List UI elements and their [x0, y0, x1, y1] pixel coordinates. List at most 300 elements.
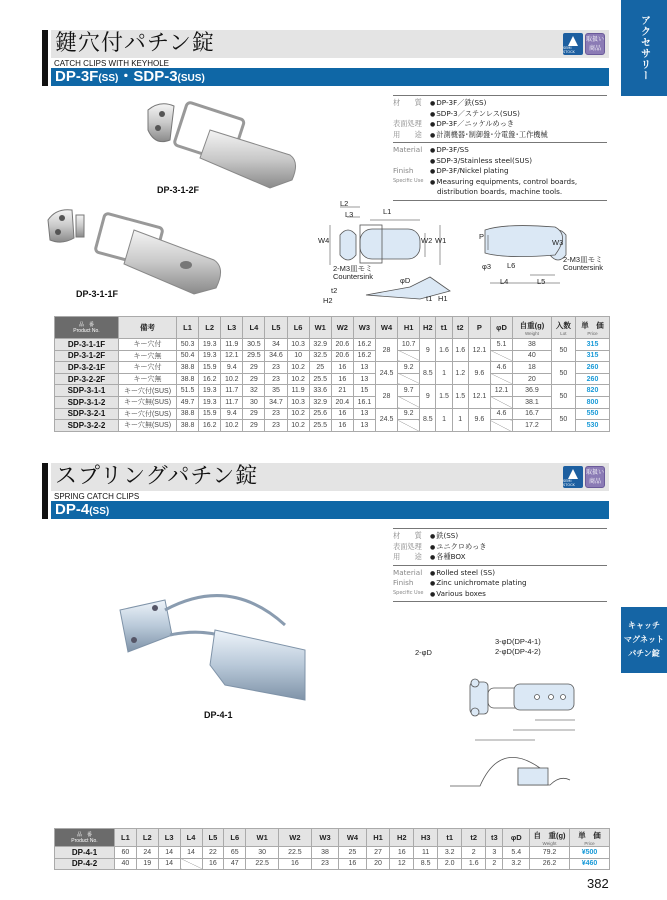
spec-box — [393, 528, 607, 602]
col-header-price — [576, 317, 610, 339]
model-main: SDP-3 — [133, 68, 178, 85]
cell: 10.2 — [287, 420, 309, 432]
dim-label: L4 — [500, 277, 509, 286]
cell: 11.7 — [221, 396, 243, 408]
col-header: H1 — [366, 829, 390, 847]
cell: 29 — [243, 420, 265, 432]
spec-value: ● 計測機器･制御盤･分電盤･工作機械 — [430, 130, 607, 141]
col-header-note: 備考 — [119, 317, 177, 339]
cell: 16 — [202, 858, 224, 870]
cell: 9.2 — [398, 408, 420, 420]
spec-row — [393, 542, 607, 553]
dim-label: φ3 — [482, 262, 492, 271]
col-header: L4 — [243, 317, 265, 339]
col-header: L1 — [177, 317, 199, 339]
table-header-row — [55, 317, 610, 339]
cell: 25 — [309, 362, 331, 374]
cell: 16.2 — [199, 373, 221, 385]
col-header-weight — [530, 829, 570, 847]
cell: 38.1 — [513, 396, 552, 408]
cell: 50.4 — [177, 350, 199, 362]
cell: 16 — [279, 858, 312, 870]
cell: 9.4 — [221, 408, 243, 420]
col-header: W4 — [375, 317, 397, 339]
col-header: L6 — [224, 829, 246, 847]
cell: 24.5 — [375, 408, 397, 431]
section-title-en: SPRING CATCH CLIPS — [54, 492, 140, 501]
col-header: L2 — [199, 317, 221, 339]
header-text: 単 価 — [581, 320, 604, 330]
spec-label: Specific Use — [393, 589, 424, 596]
cell: 1 — [436, 362, 452, 385]
cell: 23 — [265, 408, 287, 420]
spec-value: ● DP-3F/Nickel plating — [430, 166, 607, 177]
product-no: DP-3-1-1F — [55, 339, 119, 351]
spec-label — [393, 109, 430, 120]
empty-cell — [490, 350, 512, 362]
product-no: SDP-3-1-2 — [55, 396, 119, 408]
cell: 11.9 — [287, 385, 309, 397]
cell: 10.3 — [287, 339, 309, 351]
cell: 12.1 — [221, 350, 243, 362]
spec-label: Material — [393, 145, 423, 154]
dim-label: L2 — [340, 199, 349, 208]
col-header: W2 — [331, 317, 353, 339]
spec-row — [393, 568, 607, 579]
header-text: Product No. — [73, 328, 100, 334]
cell: 20 — [366, 858, 390, 870]
col-header: t3 — [486, 829, 503, 847]
header-text: 自 重(g) — [533, 830, 566, 840]
cell: 15.9 — [199, 408, 221, 420]
semi-stock-icon — [563, 466, 583, 488]
side-tab-line: マグネット — [624, 635, 664, 644]
price: 315 — [576, 350, 610, 362]
cell: 22.5 — [279, 847, 312, 859]
cell: 10.2 — [287, 408, 309, 420]
col-header: L6 — [287, 317, 309, 339]
side-tab-accessory[interactable]: アクセサリー — [621, 0, 667, 96]
cell: 34.7 — [265, 396, 287, 408]
holes-label: 2-φD(DP-4-2) — [495, 647, 541, 656]
cell: 1.5 — [436, 385, 452, 408]
model-main: DP-3F — [55, 68, 99, 85]
model-number-bar — [51, 68, 609, 86]
spec-row — [393, 531, 607, 542]
product-no: DP-4-2 — [55, 858, 115, 870]
cell: 23 — [265, 420, 287, 432]
product-photo-dp-3-1-1f — [44, 200, 234, 295]
cell: 22 — [202, 847, 224, 859]
table-row — [55, 858, 610, 870]
table-row — [55, 396, 610, 408]
note: キー穴付 — [119, 339, 177, 351]
spec-box — [393, 95, 607, 201]
cell: 16 — [331, 373, 353, 385]
cell: 1.6 — [462, 858, 486, 870]
cell: 17.2 — [513, 420, 552, 432]
spec-jp — [393, 528, 607, 565]
col-header: H2 — [420, 317, 436, 339]
badge-text: SEMI STOCK — [563, 46, 575, 54]
header-text: Weight — [524, 330, 539, 336]
cell: 10.3 — [287, 396, 309, 408]
note: キー穴付(SUS) — [119, 385, 177, 397]
photo-label: DP-3-1-2F — [157, 185, 200, 195]
spec-row — [393, 98, 607, 109]
spec-row — [393, 177, 607, 188]
cell: 9 — [420, 339, 436, 362]
col-header: t1 — [436, 317, 452, 339]
spec-row — [393, 578, 607, 589]
header-text: Product No. — [71, 838, 98, 844]
cell: 12.1 — [490, 385, 512, 397]
cell: 25.5 — [309, 373, 331, 385]
spec-row — [393, 145, 607, 156]
cell: 9.6 — [468, 362, 490, 385]
cell: 9.6 — [468, 408, 490, 431]
price: 820 — [576, 385, 610, 397]
cell: 9.2 — [398, 362, 420, 374]
cell: 14 — [180, 847, 202, 859]
cell: 16.2 — [353, 339, 375, 351]
side-tab-catch[interactable] — [621, 607, 667, 673]
dim-label: t1 — [426, 294, 433, 303]
dim-label: φD — [400, 276, 411, 285]
cell: 32 — [243, 385, 265, 397]
cell: 50 — [551, 339, 575, 362]
col-header: L3 — [221, 317, 243, 339]
section-title-jp: スプリングパチン錠 — [51, 463, 609, 491]
cell: 2 — [462, 847, 486, 859]
cell: 5.1 — [490, 339, 512, 351]
cell: 12 — [390, 858, 414, 870]
cell: 20.6 — [331, 339, 353, 351]
cell: 38 — [311, 847, 338, 859]
cell: 20 — [513, 373, 552, 385]
empty-cell — [490, 420, 512, 432]
col-header: L5 — [265, 317, 287, 339]
cell: 1 — [452, 408, 468, 431]
cell: 21 — [331, 385, 353, 397]
price: 550 — [576, 408, 610, 420]
semi-stock-icon — [563, 33, 583, 55]
col-header: H2 — [390, 829, 414, 847]
cell: 16 — [339, 858, 366, 870]
col-header: W1 — [309, 317, 331, 339]
cell: 26.2 — [530, 858, 570, 870]
col-header-lot — [551, 317, 575, 339]
spec-value: ● SDP-3/Stainless steel(SUS) — [430, 156, 607, 167]
header-text: 品 番 — [76, 832, 92, 838]
spec-label: Material — [393, 567, 423, 577]
cell: 20.6 — [331, 350, 353, 362]
cell: 40 — [115, 858, 137, 870]
table-header-row — [55, 829, 610, 847]
cell: 34.6 — [265, 350, 287, 362]
spec-row — [393, 156, 607, 167]
cell: 1.6 — [452, 339, 468, 362]
spec-en — [393, 142, 607, 201]
empty-cell — [490, 373, 512, 385]
dim-label: L1 — [383, 207, 392, 216]
dim-label: L3 — [345, 210, 354, 219]
page-number: 382 — [587, 876, 609, 891]
cell: 8.5 — [420, 408, 436, 431]
spec-label: 用 途 — [393, 129, 422, 139]
empty-cell — [398, 373, 420, 385]
cell: 27 — [366, 847, 390, 859]
cell: 9.4 — [221, 362, 243, 374]
spec-jp — [393, 95, 607, 142]
note: キー穴無(SUS) — [119, 420, 177, 432]
cell: 15 — [353, 385, 375, 397]
dim-label: H1 — [438, 294, 448, 303]
spec-label: Finish — [393, 166, 414, 175]
product-no: DP-3-1-2F — [55, 350, 119, 362]
cell: 10 — [287, 350, 309, 362]
cell: 1.6 — [436, 339, 452, 362]
cell: 3 — [486, 847, 503, 859]
spec-value: ● DP-3F／鉄(SS) — [430, 98, 607, 109]
price: 260 — [576, 362, 610, 374]
cell: 16.2 — [199, 420, 221, 432]
header-bar — [42, 30, 48, 86]
header-text: Weight — [542, 840, 557, 846]
cell: 25 — [339, 847, 366, 859]
cell: 30.5 — [243, 339, 265, 351]
spec-table-dp-3 — [54, 316, 610, 432]
spec-row — [393, 166, 607, 177]
cell: 33.6 — [309, 385, 331, 397]
empty-cell — [490, 396, 512, 408]
col-header: φD — [503, 829, 530, 847]
cell: 12.1 — [468, 339, 490, 362]
cell: 1.5 — [452, 385, 468, 408]
model-separator: ・ — [118, 68, 134, 85]
product-no: SDP-3-2-2 — [55, 420, 119, 432]
cell: 65 — [224, 847, 246, 859]
price: ¥460 — [570, 858, 610, 870]
cell: 16.1 — [353, 396, 375, 408]
cell: 29 — [243, 408, 265, 420]
handling-product-icon: 取扱い商品 — [585, 33, 605, 55]
dim-label: P — [479, 232, 485, 241]
cell: 25.6 — [309, 408, 331, 420]
cell: 16 — [331, 408, 353, 420]
header-text: Lot — [560, 330, 567, 336]
dim-label: W4 — [318, 236, 330, 245]
spec-value: ● Various boxes — [430, 589, 607, 600]
col-header-product-no — [55, 317, 119, 339]
cell: 30 — [246, 847, 279, 859]
cell: 38.8 — [177, 362, 199, 374]
table-row — [55, 847, 610, 859]
cell: 8.5 — [414, 858, 438, 870]
cell: 50 — [551, 408, 575, 431]
price: ¥500 — [570, 847, 610, 859]
holes-label: 3-φD(DP-4-1) — [495, 637, 541, 646]
cell: 3.2 — [503, 858, 530, 870]
product-no: DP-4-1 — [55, 847, 115, 859]
model-number-bar — [51, 501, 609, 519]
cell: 2 — [486, 858, 503, 870]
countersink-label: 2-M3皿モミ — [563, 255, 603, 264]
cell: 4.6 — [490, 408, 512, 420]
cell: 29.5 — [243, 350, 265, 362]
col-header: L2 — [136, 829, 158, 847]
header-bar — [42, 463, 48, 519]
cell: 50 — [551, 385, 575, 408]
spec-label: Specific Use — [393, 177, 424, 184]
col-header: L1 — [115, 829, 137, 847]
product-no: DP-3-2-2F — [55, 373, 119, 385]
col-header-product-no — [55, 829, 115, 847]
section-title-jp: 鍵穴付パチン錠 — [51, 30, 609, 58]
technical-drawing-dp-4 — [400, 640, 610, 800]
cell: 5.4 — [503, 847, 530, 859]
empty-cell — [398, 420, 420, 432]
col-header: W3 — [311, 829, 338, 847]
cell: 13 — [353, 362, 375, 374]
dim-label: W3 — [552, 238, 564, 247]
spec-label: 材 質 — [393, 98, 422, 107]
spec-value: ● 鉄(SS) — [430, 531, 607, 542]
table-row — [55, 362, 610, 374]
cell: 24 — [136, 847, 158, 859]
spec-en — [393, 565, 607, 603]
badges — [563, 33, 605, 55]
col-header: L5 — [202, 829, 224, 847]
cell: 32.9 — [309, 339, 331, 351]
cell: 29 — [243, 362, 265, 374]
cell: 11 — [414, 847, 438, 859]
spec-label: 表面処理 — [393, 541, 422, 551]
spec-value: ● 各種BOX — [430, 552, 607, 563]
section-title-en: CATCH CLIPS WITH KEYHOLE — [54, 59, 169, 68]
spec-label — [393, 156, 430, 167]
cell: 22.5 — [246, 858, 279, 870]
cell: 29 — [243, 373, 265, 385]
model-main: DP-4 — [55, 501, 90, 518]
note: キー穴付 — [119, 362, 177, 374]
table-row — [55, 350, 610, 362]
cell: 20.4 — [331, 396, 353, 408]
spec-value: ● Measuring equipments, control boards, — [430, 177, 607, 188]
header-text: 単 価 — [578, 830, 601, 840]
cell: 18 — [513, 362, 552, 374]
price: 530 — [576, 420, 610, 432]
header-text: Price — [584, 840, 595, 846]
spec-value: ● Zinc unichromate plating — [430, 578, 607, 589]
price: 260 — [576, 373, 610, 385]
side-tab-line: キャッチ — [628, 621, 660, 630]
cell: 9.7 — [398, 385, 420, 397]
cell: 28 — [375, 339, 397, 362]
spec-label: 表面処理 — [393, 119, 422, 128]
cell: 10.7 — [398, 339, 420, 351]
price: 315 — [576, 339, 610, 351]
spec-row — [393, 130, 607, 141]
handling-product-icon: 取扱い商品 — [585, 466, 605, 488]
cell: 30 — [243, 396, 265, 408]
dim-label: W1 — [435, 236, 447, 245]
spec-label: 材 質 — [393, 531, 422, 540]
photo-label: DP-4-1 — [204, 710, 233, 720]
note: キー穴無 — [119, 350, 177, 362]
cell: 10.2 — [287, 362, 309, 374]
cell: 16 — [331, 362, 353, 374]
photo-label: DP-3-1-1F — [76, 289, 119, 299]
spec-row — [393, 109, 607, 120]
cell: 19.3 — [199, 396, 221, 408]
product-no: SDP-3-1-1 — [55, 385, 119, 397]
cell: 8.5 — [420, 362, 436, 385]
cell: 12.1 — [468, 385, 490, 408]
cell: 15.9 — [199, 362, 221, 374]
cell: 13 — [353, 408, 375, 420]
cell: 19.3 — [199, 350, 221, 362]
cell: 10.2 — [287, 373, 309, 385]
col-header: t2 — [452, 317, 468, 339]
countersink-label: Countersink — [563, 263, 604, 272]
side-tab-line: パチン錠 — [628, 649, 660, 658]
spec-table-dp-4 — [54, 828, 610, 870]
cell: 23 — [265, 373, 287, 385]
cell: 23 — [265, 362, 287, 374]
model-material: (SUS) — [177, 73, 205, 84]
badge-text: SEMI STOCK — [563, 479, 575, 487]
product-photo-dp-3-1-2f — [140, 100, 300, 195]
product-no: SDP-3-2-1 — [55, 408, 119, 420]
cell: 1.2 — [452, 362, 468, 385]
dim-label: W2 — [421, 236, 433, 245]
cell: 38.8 — [177, 408, 199, 420]
header-text: 自重(g) — [519, 320, 545, 330]
spec-value: ● SDP-3／ステンレス(SUS) — [430, 109, 607, 120]
cell: 49.7 — [177, 396, 199, 408]
cell: 13 — [353, 420, 375, 432]
spec-value: ● DP-3F／ニッケルめっき — [430, 119, 607, 130]
cell: 50.3 — [177, 339, 199, 351]
col-header: L3 — [158, 829, 180, 847]
cell: 16.2 — [353, 350, 375, 362]
cell: 11.9 — [221, 339, 243, 351]
cell: 25.5 — [309, 420, 331, 432]
cell: 38 — [513, 339, 552, 351]
col-header: L4 — [180, 829, 202, 847]
spec-value: ● ユニクロめっき — [430, 542, 607, 553]
table-row — [55, 408, 610, 420]
spec-row — [393, 552, 607, 563]
col-header: W4 — [339, 829, 366, 847]
dim-label: H2 — [323, 296, 333, 305]
model-material: (SS) — [89, 506, 110, 517]
cell: 16 — [390, 847, 414, 859]
cell: 16 — [331, 420, 353, 432]
product-no: DP-3-2-1F — [55, 362, 119, 374]
badges — [563, 466, 605, 488]
spec-row — [393, 119, 607, 130]
cell: 36.9 — [513, 385, 552, 397]
cell: 19 — [136, 858, 158, 870]
cell: 19.3 — [199, 339, 221, 351]
cell: 13 — [353, 373, 375, 385]
empty-cell — [398, 350, 420, 362]
note: キー穴付(SUS) — [119, 408, 177, 420]
col-header: P — [468, 317, 490, 339]
col-header: W3 — [353, 317, 375, 339]
